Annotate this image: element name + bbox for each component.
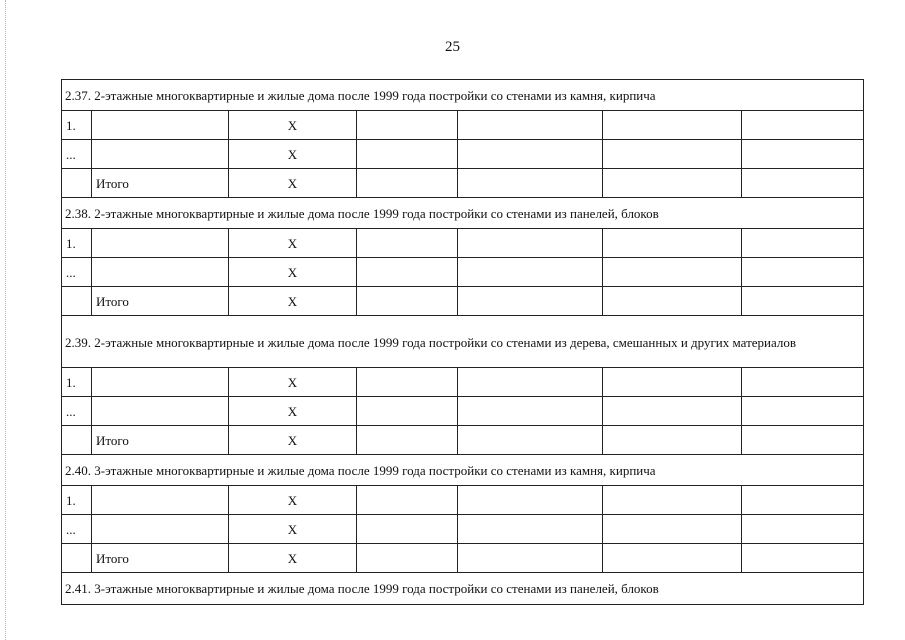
housing-table (61, 79, 864, 605)
table-row-total (62, 426, 864, 455)
row-name: Итого (92, 426, 229, 455)
section-header-row (62, 316, 864, 368)
table-cell (458, 229, 603, 258)
table-row-total (62, 287, 864, 316)
row-number: ... (62, 515, 92, 544)
table-row (62, 515, 864, 544)
page-margin-line (5, 0, 6, 640)
table-row (62, 486, 864, 515)
row-mark: X (229, 140, 357, 169)
row-mark: X (229, 426, 357, 455)
row-number: ... (62, 397, 92, 426)
table-cell (357, 486, 458, 515)
row-number (62, 287, 92, 316)
table-row (62, 229, 864, 258)
table-cell (742, 140, 864, 169)
section-title: 2.38. 2-этажные многоквартирные и жилые дома после 1999 года постройки со стенами из панелей, блоков (62, 198, 864, 229)
section-header-row (62, 455, 864, 486)
table-cell (458, 486, 603, 515)
table-cell (603, 111, 742, 140)
table-cell (603, 544, 742, 573)
table-cell (458, 258, 603, 287)
row-name (92, 397, 229, 426)
table-row (62, 111, 864, 140)
table-cell (742, 426, 864, 455)
table-cell (458, 397, 603, 426)
table-cell (357, 169, 458, 198)
table-cell (742, 287, 864, 316)
table-cell (603, 258, 742, 287)
table-cell (603, 515, 742, 544)
row-number (62, 544, 92, 573)
table-cell (742, 368, 864, 397)
table-cell (357, 229, 458, 258)
table-cell (357, 140, 458, 169)
row-number: ... (62, 258, 92, 287)
table-cell (742, 258, 864, 287)
table-row (62, 140, 864, 169)
row-name: Итого (92, 169, 229, 198)
table-cell (458, 140, 603, 169)
row-mark: X (229, 258, 357, 287)
row-name: Итого (92, 287, 229, 316)
table-cell (742, 515, 864, 544)
table-cell (742, 486, 864, 515)
row-mark: X (229, 229, 357, 258)
table-cell (742, 111, 864, 140)
row-mark: X (229, 515, 357, 544)
table-cell (603, 229, 742, 258)
row-name: Итого (92, 544, 229, 573)
table-row (62, 397, 864, 426)
table-cell (742, 397, 864, 426)
section-title: 2.40. 3-этажные многоквартирные и жилые дома после 1999 года постройки со стенами из камня, кирпича (62, 455, 864, 486)
table-cell (458, 515, 603, 544)
section-header-row (62, 80, 864, 111)
row-number: 1. (62, 229, 92, 258)
row-mark: X (229, 287, 357, 316)
row-number: 1. (62, 111, 92, 140)
table-cell (742, 544, 864, 573)
table-row-total (62, 169, 864, 198)
table-cell (357, 258, 458, 287)
section-title: 2.41. 3-этажные многоквартирные и жилые дома после 1999 года постройки со стенами из панелей, блоков (62, 573, 864, 605)
row-number: ... (62, 140, 92, 169)
row-mark: X (229, 111, 357, 140)
section-title: 2.37. 2-этажные многоквартирные и жилые дома после 1999 года постройки со стенами из камня, кирпича (62, 80, 864, 111)
row-name (92, 111, 229, 140)
table-cell (603, 287, 742, 316)
row-number (62, 169, 92, 198)
row-mark: X (229, 368, 357, 397)
section-title: 2.39. 2-этажные многоквартирные и жилые дома после 1999 года постройки со стенами из дерева, смешанных и других материалов (62, 316, 864, 368)
table-cell (742, 229, 864, 258)
page-number: 25 (445, 39, 460, 55)
table-cell (357, 544, 458, 573)
row-number: 1. (62, 486, 92, 515)
table-row (62, 258, 864, 287)
row-name (92, 368, 229, 397)
row-name (92, 258, 229, 287)
table-cell (458, 169, 603, 198)
row-name (92, 515, 229, 544)
row-number (62, 426, 92, 455)
row-mark: X (229, 544, 357, 573)
table-cell (603, 486, 742, 515)
table-cell (458, 426, 603, 455)
table-cell (603, 426, 742, 455)
table-cell (742, 169, 864, 198)
table-cell (357, 397, 458, 426)
table-cell (357, 368, 458, 397)
section-header-row (62, 198, 864, 229)
table-cell (357, 426, 458, 455)
table-cell (603, 140, 742, 169)
table-row-total (62, 544, 864, 573)
table-cell (458, 111, 603, 140)
table-cell (458, 287, 603, 316)
row-mark: X (229, 169, 357, 198)
table-row (62, 368, 864, 397)
row-name (92, 229, 229, 258)
table-cell (603, 397, 742, 426)
table-cell (458, 544, 603, 573)
table-cell (357, 111, 458, 140)
section-header-row (62, 573, 864, 605)
table-cell (603, 169, 742, 198)
table-cell (357, 287, 458, 316)
table-cell (603, 368, 742, 397)
row-number: 1. (62, 368, 92, 397)
row-name (92, 140, 229, 169)
row-name (92, 486, 229, 515)
table-cell (357, 515, 458, 544)
table-cell (458, 368, 603, 397)
row-mark: X (229, 486, 357, 515)
row-mark: X (229, 397, 357, 426)
